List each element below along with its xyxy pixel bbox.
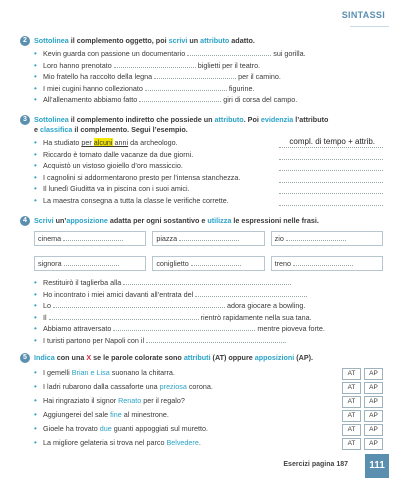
answer-blank[interactable] [154, 72, 236, 79]
ap-checkbox[interactable]: AP [364, 382, 383, 394]
at-checkbox[interactable]: AT [342, 382, 361, 394]
list-item: • I cagnolini si addormentarono presto per l’intensa stanchezza. [34, 172, 383, 184]
list-item: • Abbiamo attraversato mentre pioveva forte. [34, 323, 383, 335]
noun-box[interactable]: coniglietto [152, 256, 264, 271]
page-number: 111 [365, 454, 389, 478]
exercise-3 [23, 115, 383, 206]
exercise-instruction: Sottolinea il complemento indiretto che possiede un attributo. Poi evidenzia l’attributo e classifica il complemento. Segui l’esempio. [34, 115, 329, 134]
noun-box[interactable]: zio [271, 231, 383, 246]
answer-blank[interactable] [145, 84, 227, 91]
list-item: • Gioele ha trovato due guanti appoggiati sul muretto. AT AP [34, 422, 383, 436]
at-checkbox[interactable]: AT [342, 396, 361, 408]
list-item: • Kevin guarda con passione un documentario sui gorilla. [34, 48, 383, 60]
at-checkbox[interactable]: AT [342, 368, 361, 380]
list-item: • Aggiungerei del sale fine al minestrone. AT AP [34, 408, 383, 422]
answer-blank[interactable] [53, 301, 225, 308]
exercise-2 [23, 36, 383, 106]
answer-line[interactable] [279, 161, 383, 171]
exercise-number: 2 [20, 36, 30, 46]
exercise-number: 5 [20, 353, 30, 363]
footer-reference: Esercizi pagina 187 [283, 461, 348, 468]
list-item: • All’allenamento abbiamo fatto giri di corsa del campo. [34, 94, 383, 106]
answer-blank[interactable] [139, 95, 221, 102]
example-answer: compl. di tempo + attrib. [289, 137, 375, 146]
noun-box[interactable]: piazza [152, 231, 264, 246]
answer-blank[interactable] [123, 278, 289, 285]
answer-line[interactable] [279, 150, 383, 160]
list-item: • La maestra consegna a tutta la classe le verifiche corrette. [34, 195, 383, 207]
list-item: • Hai ringraziato il signor Renato per il regalo? AT AP [34, 394, 383, 408]
ap-checkbox[interactable]: AP [364, 438, 383, 450]
at-checkbox[interactable]: AT [342, 410, 361, 422]
answer-line[interactable] [279, 196, 383, 206]
list-item: • I miei cugini hanno collezionato figurine. [34, 83, 383, 95]
answer-blank[interactable] [113, 324, 255, 331]
exercise-instruction: Scrivi un’apposizione adatta per ogni sostantivo e utilizza le espressioni nelle frasi. [34, 216, 319, 225]
list-item: • Il lunedì Giuditta va in piscina con i suoi amici. [34, 183, 383, 195]
answer-blank[interactable] [187, 49, 271, 56]
ap-checkbox[interactable]: AP [364, 396, 383, 408]
list-item: • Mio fratello ha raccolto della legna per il camino. [34, 71, 383, 83]
noun-box[interactable]: signora [34, 256, 146, 271]
list-item: • Lo adora giocare a bowling. [34, 300, 383, 312]
ap-checkbox[interactable]: AP [364, 410, 383, 422]
noun-box[interactable]: cinema [34, 231, 146, 246]
answer-blank[interactable] [49, 313, 199, 320]
header-divider [350, 26, 389, 27]
list-item: • Il rientrò rapidamente nella sua tana. [34, 312, 383, 324]
ap-checkbox[interactable]: AP [364, 424, 383, 436]
answer-blank[interactable] [195, 290, 305, 297]
exercise-instruction: Indica con una X se le parole colorate sono attributi (AT) oppure apposizioni (AP). [34, 353, 314, 362]
list-item: • Ho incontrato i miei amici davanti all’entrata del . [34, 289, 383, 301]
list-item: • Restituirò il taglierba alla . [34, 277, 383, 289]
exercise-instruction: Sottolinea il complemento oggetto, poi scrivi un attributo adatto. [34, 36, 255, 45]
noun-box[interactable]: treno [271, 256, 383, 271]
list-item: • La migliore gelateria si trova nel parco Belvedere. AT AP [34, 436, 383, 450]
exercise-number: 3 [20, 115, 30, 125]
at-checkbox[interactable]: AT [342, 438, 361, 450]
answer-blank[interactable] [146, 336, 284, 343]
at-checkbox[interactable]: AT [342, 424, 361, 436]
section-header: SINTASSI [341, 10, 385, 20]
list-item: • Loro hanno prenotato biglietti per il teatro. [34, 60, 383, 72]
list-item: • I gemelli Brian e Lisa suonano la chitarra. AT AP [34, 366, 383, 380]
answer-blank[interactable] [114, 61, 196, 68]
answer-line[interactable] [279, 173, 383, 183]
list-item: • I ladri rubarono dalla cassaforte una preziosa corona. AT AP [34, 380, 383, 394]
list-item: • Acquistò un vistoso gioiello d’oro massiccio. [34, 160, 383, 172]
answer-line[interactable] [279, 184, 383, 194]
list-item: • I turisti partono per Napoli con il . [34, 335, 383, 347]
ap-checkbox[interactable]: AP [364, 368, 383, 380]
exercise-4 [23, 216, 383, 346]
list-item: • Riccardo è tornato dalle vacanze da due giorni. [34, 149, 383, 161]
exercise-number: 4 [20, 216, 30, 226]
example-item: • Ha studiato per alcuni anni da archeologo. compl. di tempo + attrib. [34, 137, 383, 149]
exercise-5 [23, 353, 383, 450]
